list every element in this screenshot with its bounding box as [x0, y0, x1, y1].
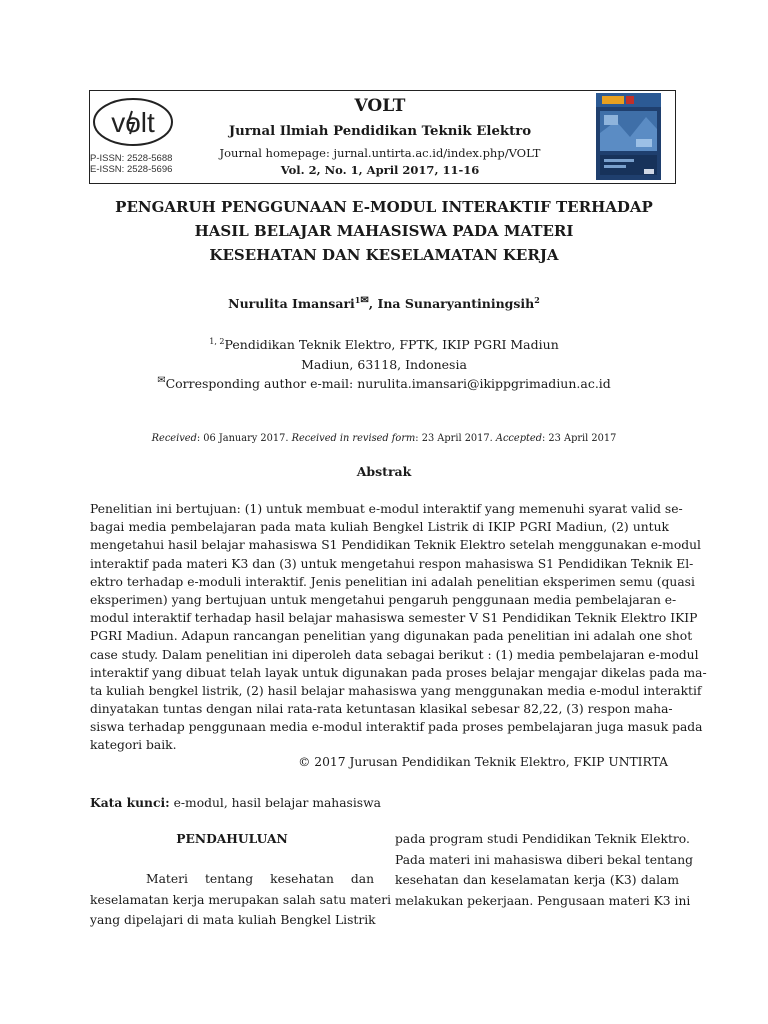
keywords-label: Kata kunci: — [90, 795, 170, 810]
author-sup: 2 — [534, 294, 540, 305]
affiliation-line — [84, 337, 684, 352]
intro-line: Materi tentang kesehatan dan — [146, 872, 374, 886]
intro-line: Pada materi ini mahasiswa diberi bekal tentang — [395, 852, 694, 867]
received-date: : 06 January 2017. — [196, 433, 292, 444]
accepted-label: Accepted — [495, 433, 542, 444]
journal-cover-image — [596, 93, 661, 180]
copyright-notice: © 2017 Jurusan Pendidikan Teknik Elektro, FKIP UNTIRTA — [298, 755, 668, 769]
intro-line: kesehatan dan keselamatan kerja (K3) dalam — [395, 873, 679, 887]
abstract-line: PGRI Madiun. Adapun rancangan penelitian yang digunakan pada penelitian ini adalah one shot — [90, 629, 693, 644]
intro-line: melakukan pekerjaan. Pengusaan materi K3 ini — [395, 893, 691, 908]
paper-title — [84, 195, 684, 267]
p-issn: P-ISSN: 2528-5688 — [90, 153, 173, 164]
abstract-line: Penelitian ini bertujuan: (1) untuk membuat e-modul interaktif yang memenuhi syarat valid se- — [90, 502, 683, 516]
intro-right-column — [395, 829, 694, 911]
intro-line: yang dipelajari di mata kuliah Bengkel Listrik — [90, 913, 376, 927]
revised-label: Received in revised form — [291, 433, 416, 444]
abstract-line: dinyatakan tuntas dengan nilai rata-rata ketuntasan klasikal sebesar 82,22, (3) respon maha- — [90, 702, 673, 717]
abstract-line: interaktif yang dibuat telah layak untuk digunakan pada proses belajar mengajar dikelas pada ma- — [90, 665, 707, 680]
intro-line: pada program studi Pendidikan Teknik Elektro. — [395, 832, 690, 846]
title-line: HASIL BELAJAR MAHASISWA PADA MATERI — [194, 222, 574, 240]
author-name: Nurulita Imansari — [228, 296, 355, 311]
affiliation-text: Pendidikan Teknik Elektro, FPTK, IKIP PGRI Madiun — [224, 337, 559, 352]
accepted-date: : 23 April 2017 — [542, 433, 617, 444]
logo-text: volt — [111, 107, 155, 138]
abstract-line: eksperimen) yang bertujuan untuk mengetahui pengaruh penggunaan media pembelajaran e- — [90, 592, 677, 607]
volt-logo — [92, 94, 174, 150]
intro-left-column — [90, 869, 392, 931]
author-sup: 1 — [354, 294, 361, 305]
section-heading-pendahuluan: PENDAHULUAN — [176, 831, 288, 846]
article-dates — [84, 433, 684, 444]
affiliation-sup: 1, 2 — [209, 336, 225, 346]
abstract-line: case study. Dalam penelitian ini diperoleh data sebagai berikut : (1) media pembelajaran e-modul — [90, 647, 699, 662]
intro-line: keselamatan kerja merupakan salah satu materi — [90, 892, 392, 907]
affiliation-address: Madiun, 63118, Indonesia — [301, 357, 467, 372]
abstract-body — [90, 500, 707, 755]
author-name: Ina Sunaryantiningsih — [377, 296, 535, 311]
abstract-line: kategori baik. — [90, 738, 177, 753]
abstract-line: siswa terhadap penggunaan media e-modul interaktif pada proses pembelajaran juga masuk pada — [90, 720, 703, 735]
e-issn: E-ISSN: 2528-5696 — [90, 164, 173, 175]
corresponding-author: ✉Corresponding author e-mail: nurulita.imansari@ikippgrimadiun.ac.id — [157, 374, 611, 391]
abstract-heading: Abstrak — [356, 464, 412, 479]
journal-name: VOLT — [354, 96, 406, 116]
revised-date: : 23 April 2017. — [415, 433, 496, 444]
corresponding-email[interactable]: Corresponding author e-mail: nurulita.imansari@ikippgrimadiun.ac.id — [165, 376, 611, 391]
keywords — [90, 795, 381, 810]
received-label: Received — [151, 433, 197, 444]
journal-subtitle: Jurnal Ilmiah Pendidikan Teknik Elektro — [228, 124, 532, 139]
abstract-line: interaktif pada materi K3 dan (3) untuk mengetahui respon mahasiswa S1 Pendidikan Teknik El- — [90, 556, 694, 571]
abstract-line: bagai media pembelajaran pada mata kuliah Bengkel Listrik di IKIP PGRI Madiun, (2) untuk — [90, 520, 669, 535]
abstract-line: ektro terhadap e-moduli interaktif. Jenis penelitian ini adalah penelitian eksperimen semu (quasi — [90, 574, 695, 589]
title-line: KESEHATAN DAN KESELAMATAN KERJA — [209, 246, 559, 264]
journal-volume: Vol. 2, No. 1, April 2017, 11-16 — [280, 163, 480, 177]
abstract-line: modul interaktif terhadap hasil belajar mahasiswa semester V S1 Pendidikan Teknik Elektro IKIP — [90, 611, 698, 626]
journal-homepage[interactable]: Journal homepage: jurnal.untirta.ac.id/index.php/VOLT — [219, 146, 541, 160]
abstract-line: mengetahui hasil belajar mahasiswa S1 Pendidikan Teknik Elektro setelah menggunakan e-modul — [90, 538, 701, 553]
keywords-value: e-modul, hasil belajar mahasiswa — [169, 796, 381, 810]
author-separator: , — [368, 296, 378, 311]
abstract-line: ta kuliah bengkel listrik, (2) hasil belajar mahasiswa yang menggunakan media e-modul interaktif — [90, 683, 702, 698]
title-line: PENGARUH PENGGUNAAN E-MODUL INTERAKTIF TERHADAP — [115, 198, 653, 216]
author-list: Nurulita Imansari$^1$✉, Ina Sunaryantiningsih$^2$ — [228, 294, 540, 311]
